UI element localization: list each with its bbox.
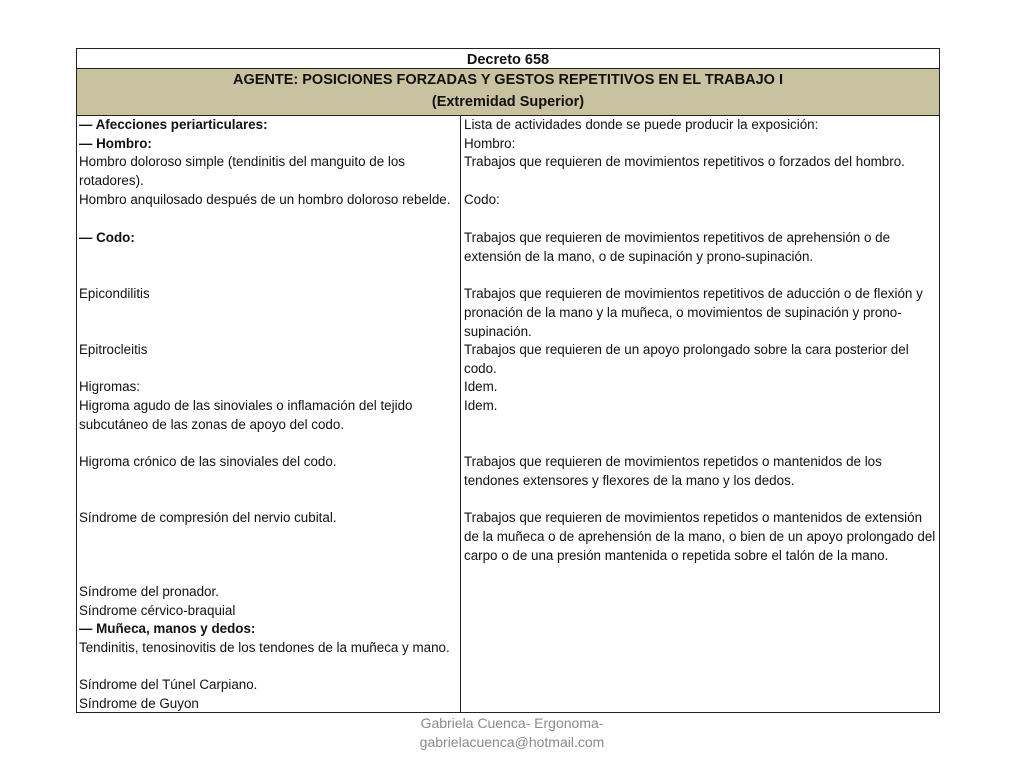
periarticulares-heading: — Afecciones periarticulares: xyxy=(79,117,268,132)
conditions-column xyxy=(77,115,461,712)
condition-hombro-doloroso: Hombro doloroso simple (tendinitis del manguito de los rotadores). xyxy=(79,154,406,188)
activities-column xyxy=(462,115,939,712)
activity-epitrocleitis: Trabajos que requieren de un apoyo prolongado sobre la cara posterior del codo. xyxy=(464,342,909,376)
muneca-heading: — Muñeca, manos y dedos: xyxy=(79,621,256,636)
condition-epitrocleitis: Epitrocleitis xyxy=(79,342,148,357)
activity-idem-2: Idem. xyxy=(464,398,498,413)
agent-header xyxy=(77,69,939,116)
condition-tunel-carpiano: Síndrome del Túnel Carpiano. xyxy=(79,677,258,692)
condition-hombro-anquilosado: Hombro anquilosado después de un hombro doloroso rebelde. xyxy=(79,192,451,207)
activity-sindrome-cubital: Trabajos que requieren de movimientos repetidos o mantenidos de extensión de la muñeca o de aprehensión de la mano, o bien de un apoyo prolongado del carpo o de una presión mantenida o repetida sobre el talón de la mano. xyxy=(464,510,936,563)
activity-codo-label: Codo: xyxy=(464,192,500,207)
activity-codo: Trabajos que requieren de movimientos repetitivos de aprehensión o de extensión de la mano, o de supinación y prono-supinación. xyxy=(464,230,891,264)
decree-table xyxy=(76,48,940,713)
activity-higroma-cronico: Trabajos que requieren de movimientos repetidos o mantenidos de los tendones extensores y flexores de la mano y los dedos. xyxy=(464,454,882,488)
condition-guyon: Síndrome de Guyon xyxy=(79,696,199,711)
table-title: Decreto 658 xyxy=(77,49,939,69)
condition-tendinitis: Tendinitis, tenosinovitis de los tendones de la muñeca y mano. xyxy=(79,640,450,655)
condition-sindrome-cubital: Síndrome de compresión del nervio cubital. xyxy=(79,510,337,525)
condition-higroma-agudo: Higroma agudo de las sinoviales o inflamación del tejido subcutáneo de las zonas de apoyo del codo. xyxy=(79,398,413,432)
activity-hombro-label: Hombro: xyxy=(464,136,516,151)
activities-heading: Lista de actividades donde se puede producir la exposición: xyxy=(464,117,819,132)
agent-title: AGENTE: POSICIONES FORZADAS Y GESTOS REPETITIVOS EN EL TRABAJO I xyxy=(232,72,784,88)
activity-idem-1: Idem. xyxy=(464,379,498,394)
higromas-heading: Higromas: xyxy=(79,379,141,394)
condition-sindrome-cervico: Síndrome cérvico-braquial xyxy=(79,603,236,618)
footer-author: Gabriela Cuenca- Ergonoma- xyxy=(420,715,604,731)
codo-heading: — Codo: xyxy=(79,230,135,245)
condition-epicondilitis: Epicondilitis xyxy=(79,286,150,301)
footer-credit xyxy=(0,714,1024,752)
footer-email: gabrielacuenca@hotmail.com xyxy=(419,734,605,750)
hombro-heading: — Hombro: xyxy=(79,136,152,151)
activity-hombro: Trabajos que requieren de movimientos repetitivos o forzados del hombro. xyxy=(464,154,905,169)
condition-sindrome-pronador: Síndrome del pronador. xyxy=(79,584,219,599)
condition-higroma-cronico: Higroma crónico de las sinoviales del codo. xyxy=(79,454,337,469)
activity-epicondilitis: Trabajos que requieren de movimientos repetitivos de aducción o de flexión y pronación de la mano y la muñeca, o movimientos de supinación y prono-supinación. xyxy=(464,286,923,338)
agent-subtitle: (Extremidad Superior) xyxy=(431,94,585,110)
table-body xyxy=(77,115,939,712)
